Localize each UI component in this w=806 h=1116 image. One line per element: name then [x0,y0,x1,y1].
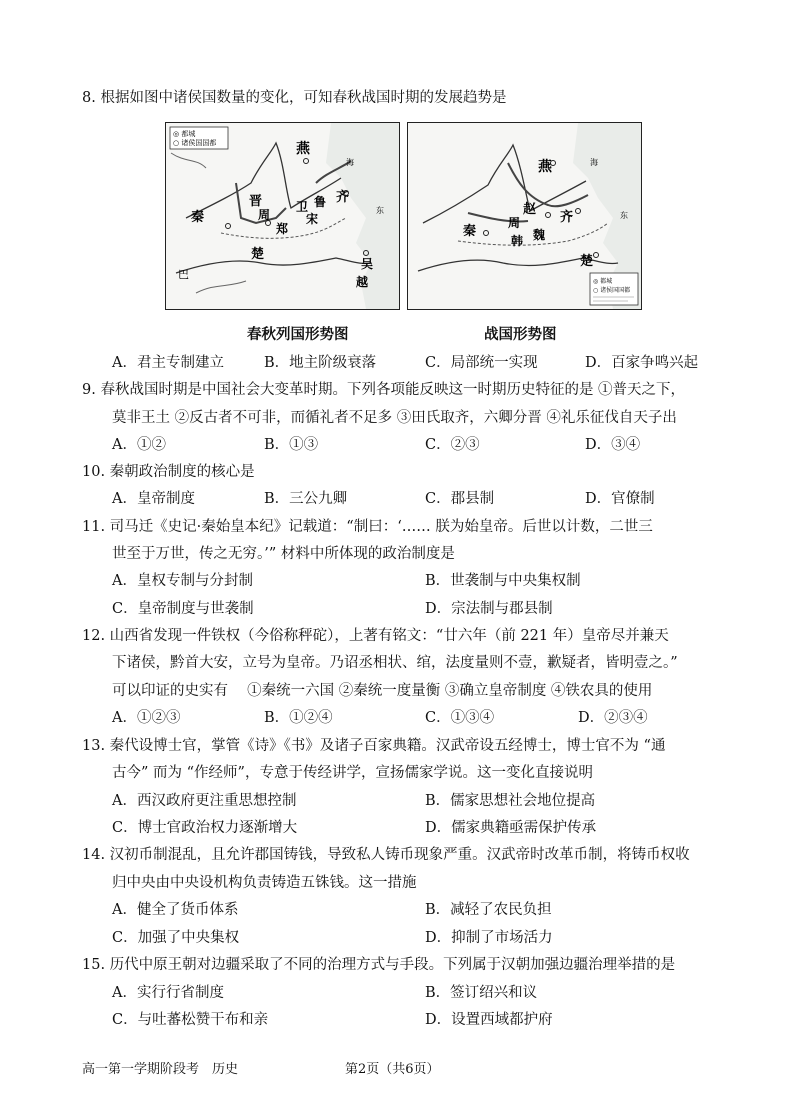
q10-option-c[interactable]: C．郡县制 [425,491,495,507]
label-qi: 齐 [336,190,350,205]
q11-option-d[interactable]: D．宗法制与郡县制 [425,601,553,617]
q10-option-b[interactable]: B．三公九卿 [264,491,348,507]
q8-stem: 8. 根据如图中诸侯国数量的变化，可知春秋战国时期的发展趋势是 [82,90,507,106]
q9-option-d[interactable]: D．③④ [585,437,641,453]
label-sea: 海 [346,158,354,167]
map1-caption: 春秋列国形势图 [247,326,349,343]
q12-option-c[interactable]: C．①③④ [425,710,495,726]
q9-option-c[interactable]: C．②③ [425,437,480,453]
q11-option-a[interactable]: A．皇权专制与分封制 [112,573,253,589]
footer-exam-title: 高一第一学期阶段考 历史 [82,1062,239,1077]
label2-wei: 魏 [533,228,546,242]
q13-option-b[interactable]: B．儒家思想社会地位提高 [425,793,596,809]
q12-stem-line1: 12. 山西省发现一件铁权（今俗称秤砣），上著有铭文：“廿六年（前 221 年）皇帝尽并兼天 [82,628,669,644]
q8-option-b[interactable]: B．地主阶级衰落 [264,355,377,371]
q14-option-d[interactable]: D．抑制了市场活力 [425,930,553,946]
label-lu: 鲁 [314,195,327,209]
q15-option-c[interactable]: C．与吐蕃松赞干布和亲 [112,1012,269,1028]
q9-option-b[interactable]: B．①③ [264,437,319,453]
q9-stem-line2: 莫非王土 ②反古者不可非，而循礼者不足多 ③田氏取齐，六卿分晋 ④礼乐征伐自天子出 [112,410,677,426]
q14-option-b[interactable]: B．减轻了农民负担 [425,902,552,918]
q14-stem-line2: 归中央由中央设机构负责铸造五铢钱。这一措施 [112,875,417,891]
q13-option-d[interactable]: D．儒家典籍亟需保护传承 [425,820,597,836]
q12-stem-line3: 可以印证的史实有 ①秦统一六国 ②秦统一度量衡 ③确立皇帝制度 ④铁农具的使用 [112,683,653,699]
legend-state-capital: ○ 诸侯国国都 [173,139,217,147]
q12-option-b[interactable]: B．①②④ [264,710,333,726]
q15-stem: 15. 历代中原王朝对边疆采取了不同的治理方式与手段。下列属于汉朝加强边疆治理举措的是 [82,957,676,973]
label-jin: 晋 [249,194,263,209]
label-zheng: 郑 [276,222,289,236]
q8-option-c[interactable]: C．局部统一实现 [425,355,538,371]
map2-caption: 战国形势图 [484,326,557,343]
q11-stem-line2: 世至于万世，传之无穷。’” 材料中所体现的政治制度是 [112,546,455,562]
q14-option-c[interactable]: C．加强了中央集权 [112,930,240,946]
label-qin: 秦 [191,210,205,225]
label-yue: 越 [356,275,369,289]
label2-east: 东 [620,211,628,220]
label-song: 宋 [306,212,319,226]
label2-qin: 秦 [463,224,477,239]
spring-autumn-map [165,122,400,310]
legend2-state-capital: ○ 诸侯国国都 [593,287,631,294]
label2-yan: 燕 [538,159,552,175]
q14-option-a[interactable]: A．健全了货币体系 [112,902,239,918]
label-wei: 卫 [296,200,309,214]
q13-stem-line1: 13. 秦代设博士官，掌管《诗》《书》及诸子百家典籍。汉武帝设五经博士，博士官不为 “通 [82,738,666,754]
q11-option-b[interactable]: B．世袭制与中央集权制 [425,573,581,589]
q10-stem: 10. 秦朝政治制度的核心是 [82,464,255,480]
label-zhou: 周 [258,208,271,222]
label2-chu: 楚 [580,254,594,269]
q12-option-d[interactable]: D．②③④ [578,710,648,726]
q12-stem-line2: 下诸侯，黔首大安，立号为皇帝。乃诏丞相状、绾，法度量则不壹，歉疑者，皆明壹之。” [112,655,678,671]
q11-option-c[interactable]: C．皇帝制度与世袭制 [112,601,254,617]
warring-states-map [407,122,642,310]
legend-capital: ◎ 都城 [173,130,196,138]
q14-stem-line1: 14. 汉初币制混乱，且允许郡国铸钱，导致私人铸币现象严重。汉武帝时改革币制，将铸币权收 [82,847,690,863]
q13-option-a[interactable]: A．西汉政府更注重思想控制 [112,793,297,809]
q9-option-a[interactable]: A．①② [112,437,166,453]
q8-option-d[interactable]: D．百家争鸣兴起 [585,355,699,371]
q12-option-a[interactable]: A．①②③ [112,710,181,726]
label-wu: 吴 [361,257,374,271]
legend2-capital: ◎ 都城 [593,278,613,285]
label2-qi: 齐 [560,210,574,225]
q13-stem-line2: 古今” 而为 “作经师”，专意于传经讲学，宣扬儒家学说。这一变化直接说明 [112,765,593,781]
label-east: 东 [376,206,384,215]
label2-zhou: 周 [508,216,521,230]
label2-sea: 海 [590,158,598,167]
footer-page-number: 第2页（共6页） [345,1062,440,1077]
label-ba: 巴 [178,268,189,281]
label-chu: 楚 [251,247,265,262]
q8-option-a[interactable]: A．君主专制建立 [112,355,224,371]
q15-option-b[interactable]: B．签订绍兴和议 [425,985,538,1001]
q10-option-a[interactable]: A．皇帝制度 [112,491,195,507]
q15-option-a[interactable]: A．实行行省制度 [112,985,224,1001]
q11-stem-line1: 11. 司马迁《史记·秦始皇本纪》记载道：“制曰：‘…… 朕为始皇帝。后世以计数，二世三 [82,519,653,535]
q13-option-c[interactable]: C．博士官政治权力逐渐增大 [112,820,298,836]
q9-stem-line1: 9. 春秋战国时期是中国社会大变革时期。下列各项能反映这一时期历史特征的是 ①普天之下， [82,382,686,398]
spring-autumn-map-drawing [166,123,399,309]
q15-option-d[interactable]: D．设置西域都护府 [425,1012,553,1028]
q10-option-d[interactable]: D．官僚制 [585,491,655,507]
label-yan: 燕 [296,141,310,157]
label2-zhao: 赵 [523,202,537,217]
warring-states-map-drawing [408,123,641,309]
label2-han: 韩 [511,234,524,248]
